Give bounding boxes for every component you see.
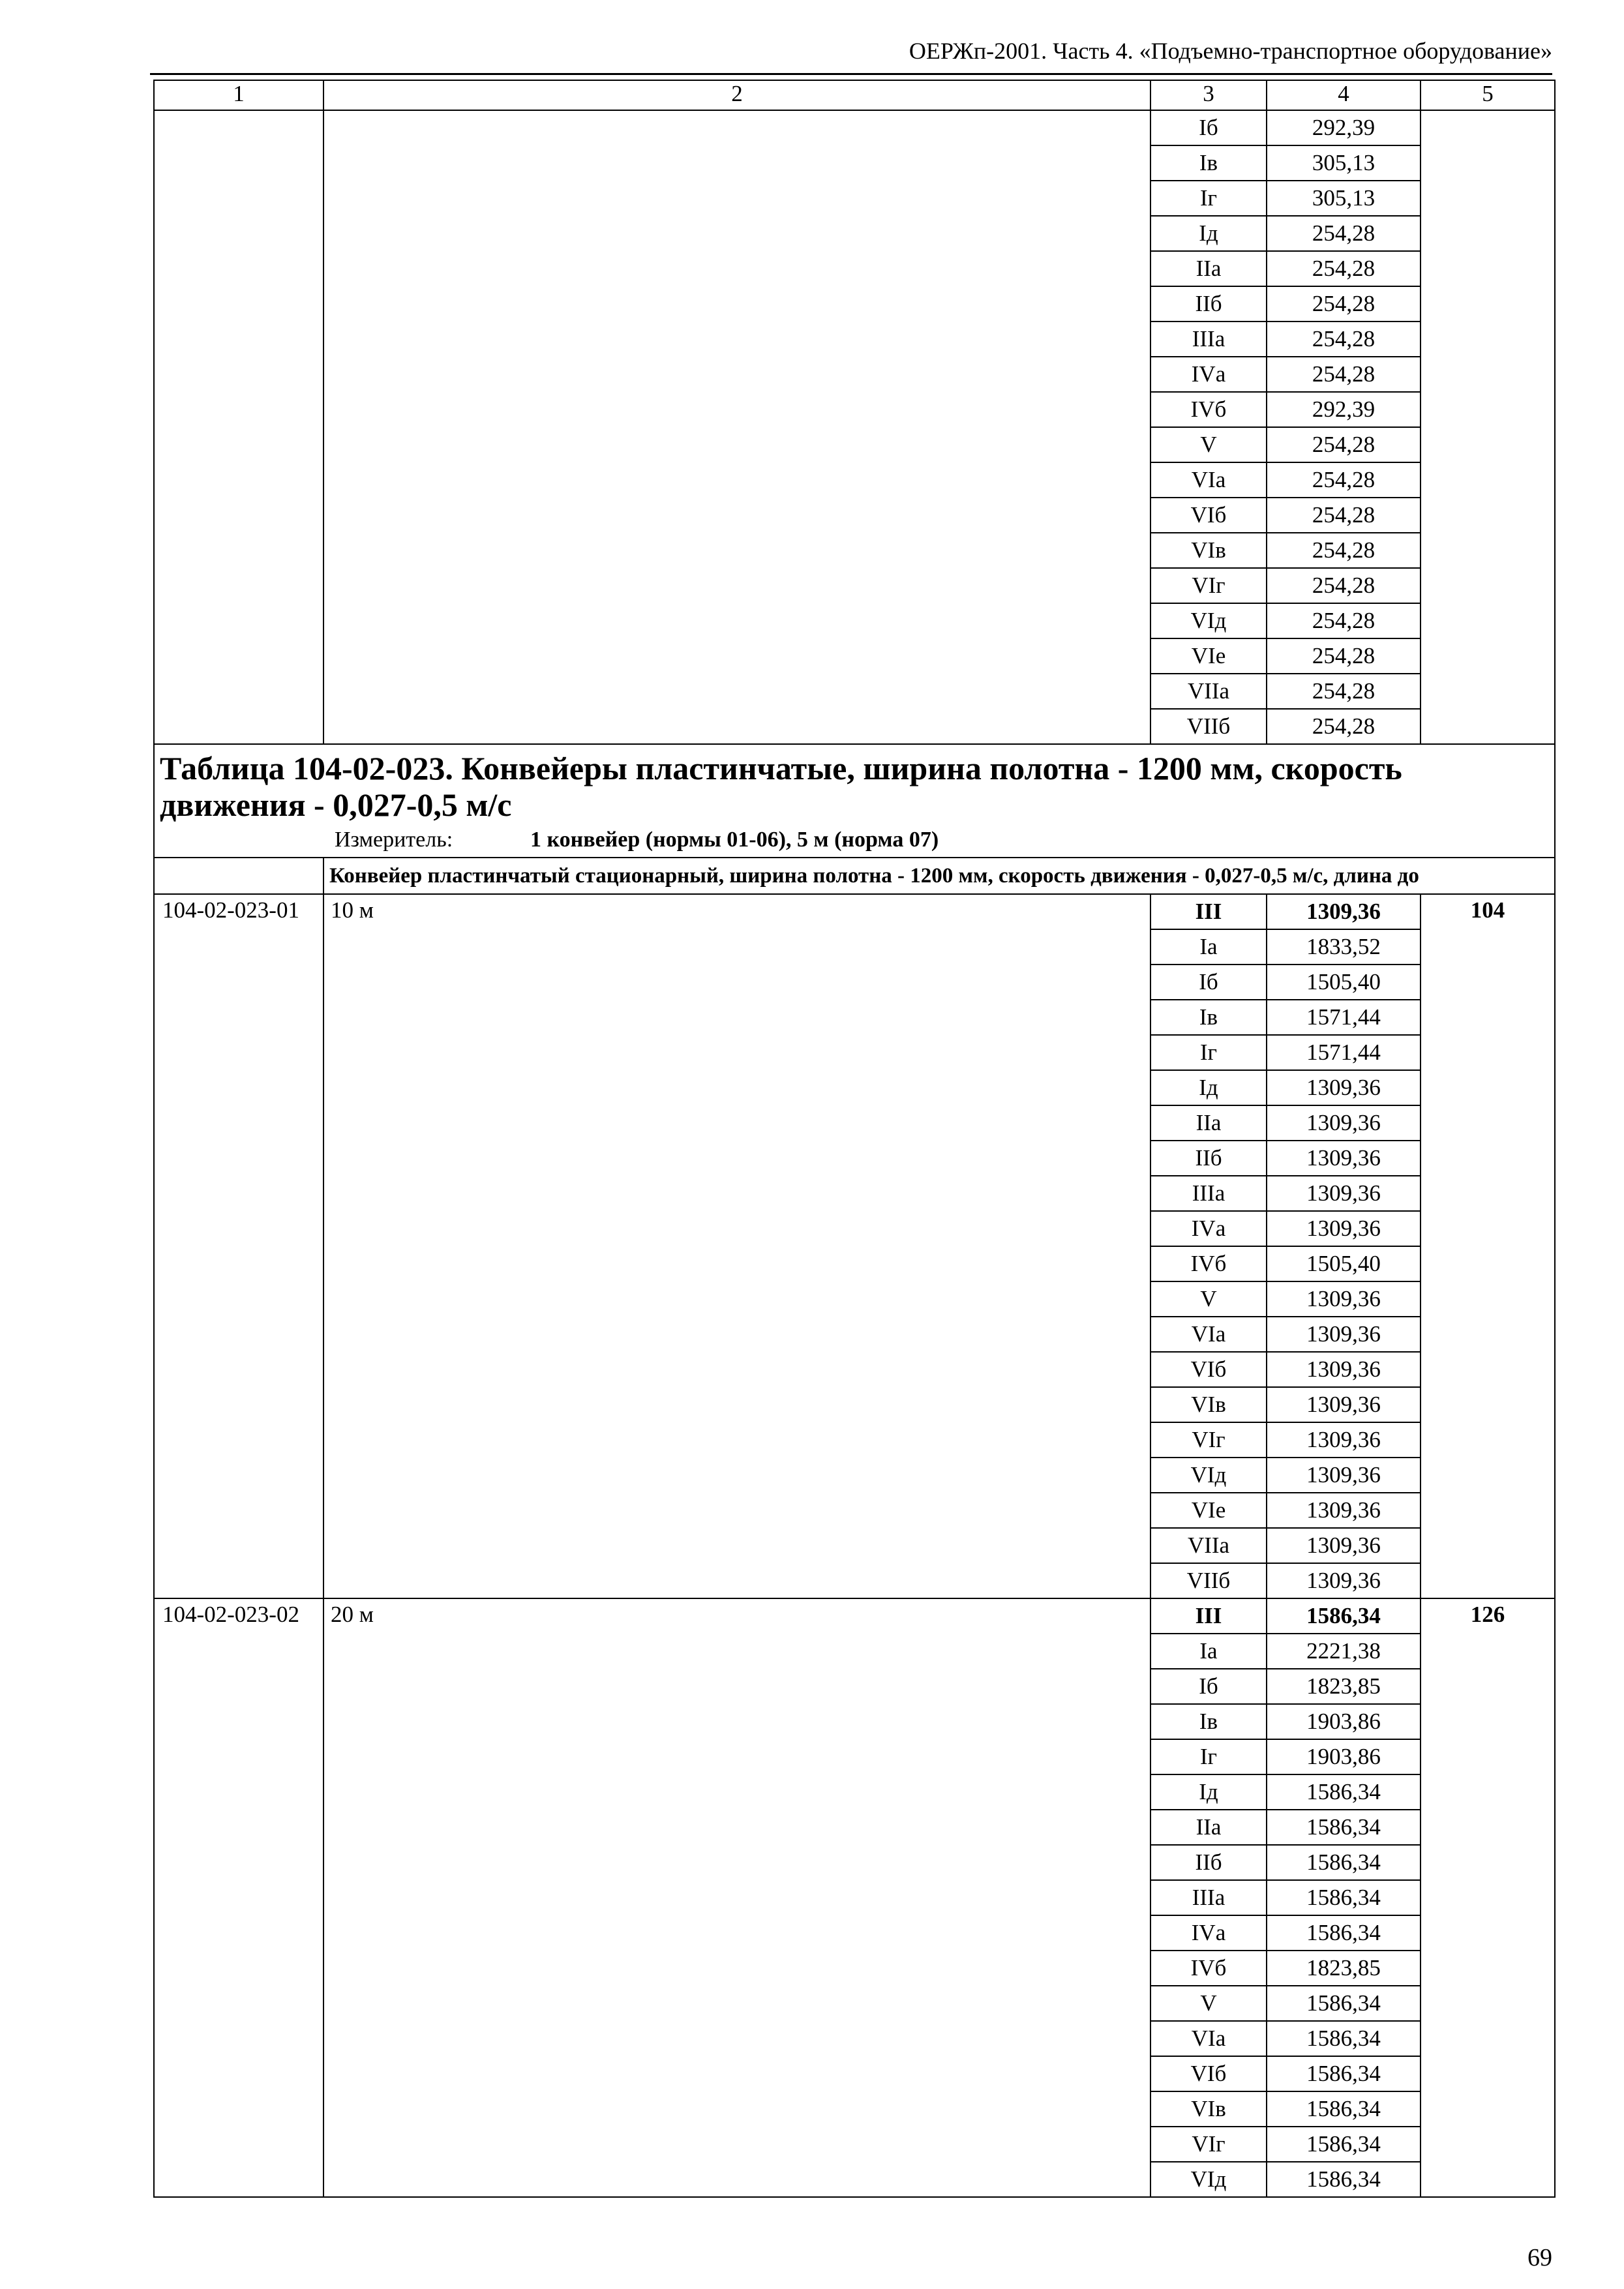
region-class-cell: IIа [1150,251,1267,286]
region-class-cell: VIг [1150,1422,1267,1458]
price-value-cell: 1586,34 [1267,2056,1421,2091]
price-value-cell: 1586,34 [1267,2021,1421,2056]
section-code-cell [154,858,323,894]
measure-label: Измеритель: [335,828,453,852]
price-value-cell: 1309,36 [1267,1070,1421,1105]
price-value-cell: 292,39 [1267,392,1421,427]
price-value-cell: 1833,52 [1267,929,1421,965]
table-title-row [154,744,1555,858]
region-class-cell: V [1150,1281,1267,1317]
section-title-row [154,858,1555,894]
table-row [154,1598,1555,1634]
table-row [154,894,1555,929]
region-class-cell: VIб [1150,2056,1267,2091]
region-class-cell: VIIа [1150,1528,1267,1563]
price-value-cell: 1823,85 [1267,1951,1421,1986]
price-value-cell: 254,28 [1267,709,1421,744]
region-class-cell: IVа [1150,1211,1267,1246]
price-value-cell: 1309,36 [1267,1528,1421,1563]
region-class-cell: Iб [1150,1669,1267,1704]
price-value-cell: 1505,40 [1267,965,1421,1000]
region-class-cell: VIг [1150,568,1267,603]
price-value-cell: 2221,38 [1267,1634,1421,1669]
price-value-cell: 254,28 [1267,638,1421,674]
price-value-cell: 1505,40 [1267,1246,1421,1281]
region-class-cell: Iа [1150,1634,1267,1669]
price-value-cell: 254,28 [1267,533,1421,568]
price-value-cell: 1309,36 [1267,1563,1421,1598]
column-number: 5 [1421,80,1555,110]
price-value-cell: 1903,86 [1267,1739,1421,1774]
price-value-cell: 1309,36 [1267,1352,1421,1387]
region-class-cell: VIг [1150,2127,1267,2162]
price-value-cell: 1309,36 [1267,894,1421,929]
region-class-cell: IVб [1150,1951,1267,1986]
price-value-cell: 1903,86 [1267,1704,1421,1739]
norms-table [153,80,1556,2198]
region-class-cell: IIа [1150,1810,1267,1845]
price-value-cell: 1309,36 [1267,1105,1421,1141]
region-class-cell: VIб [1150,1352,1267,1387]
region-class-cell: IIа [1150,1105,1267,1141]
region-class-cell: Iд [1150,1070,1267,1105]
region-class-cell: VIв [1150,1387,1267,1422]
region-class-cell: VIIб [1150,709,1267,744]
region-class-cell: VIд [1150,603,1267,638]
region-class-cell: Iв [1150,1000,1267,1035]
column-number: 3 [1150,80,1267,110]
norm-description: 20 м [323,1598,1150,2197]
region-class-cell: Iд [1150,216,1267,251]
price-value-cell: 254,28 [1267,568,1421,603]
region-class-cell: IIIа [1150,1880,1267,1915]
price-value-cell: 254,28 [1267,286,1421,322]
description-cell [323,110,1150,744]
price-value-cell: 1309,36 [1267,1281,1421,1317]
column-number: 4 [1267,80,1421,110]
measure-line [160,827,1549,853]
region-class-cell: VIе [1150,1493,1267,1528]
price-value-cell: 1571,44 [1267,1000,1421,1035]
region-class-cell: Iб [1150,965,1267,1000]
price-value-cell: 1586,34 [1267,2127,1421,2162]
section-title: Конвейер пластинчатый стационарный, ширина полотна - 1200 мм, скорость движения - 0,027-0,5 м/с, длина до [323,858,1555,894]
column-number-row [154,80,1555,110]
price-value-cell: 1309,36 [1267,1141,1421,1176]
region-class-cell: IIIа [1150,1176,1267,1211]
price-value-cell: 1823,85 [1267,1669,1421,1704]
table-title: Таблица 104-02-023. Конвейеры пластинчатые, ширина полотна - 1200 мм, скорость движения - 0,027-0,5 м/с [160,750,1402,823]
region-class-cell: IIб [1150,286,1267,322]
price-value-cell: 1309,36 [1267,1493,1421,1528]
region-class-cell: IVа [1150,357,1267,392]
measure-value: 1 конвейер (нормы 01-06), 5 м (норма 07) [530,828,939,852]
region-class-cell: VIIа [1150,674,1267,709]
region-class-cell: Iв [1150,145,1267,181]
region-class-cell: VIв [1150,533,1267,568]
price-value-cell: 1586,34 [1267,1774,1421,1810]
norm-code: 104-02-023-02 [154,1598,323,2197]
price-value-cell: 1309,36 [1267,1387,1421,1422]
price-value-cell: 1309,36 [1267,1176,1421,1211]
region-class-cell: VIд [1150,1458,1267,1493]
region-class-cell: IIб [1150,1845,1267,1880]
region-class-cell: V [1150,1986,1267,2021]
price-value-cell: 1586,34 [1267,2091,1421,2127]
region-class-cell: III [1150,894,1267,929]
price-value-cell: 254,28 [1267,498,1421,533]
region-class-cell: IVб [1150,1246,1267,1281]
region-class-cell: VIIб [1150,1563,1267,1598]
region-class-cell: IIIа [1150,322,1267,357]
table-row [154,110,1555,145]
region-class-cell: IVб [1150,392,1267,427]
price-value-cell: 1586,34 [1267,2162,1421,2197]
page-number: 69 [1527,2244,1552,2271]
region-class-cell: VIа [1150,2021,1267,2056]
price-value-cell: 254,28 [1267,462,1421,498]
price-value-cell: 1586,34 [1267,1880,1421,1915]
price-value-cell: 1309,36 [1267,1317,1421,1352]
region-class-cell: Iг [1150,1035,1267,1070]
region-class-cell: Iв [1150,1704,1267,1739]
norm-hours: 104 [1421,894,1555,1598]
price-value-cell: 305,13 [1267,181,1421,216]
region-class-cell: Iг [1150,1739,1267,1774]
region-class-cell: VIд [1150,2162,1267,2197]
region-class-cell: VIа [1150,1317,1267,1352]
price-value-cell: 292,39 [1267,110,1421,145]
hours-cell [1421,110,1555,744]
price-value-cell: 254,28 [1267,251,1421,286]
price-value-cell: 1309,36 [1267,1422,1421,1458]
region-class-cell: IIб [1150,1141,1267,1176]
price-value-cell: 1309,36 [1267,1458,1421,1493]
code-cell [154,110,323,744]
region-class-cell: VIе [1150,638,1267,674]
price-value-cell: 254,28 [1267,216,1421,251]
price-value-cell: 1571,44 [1267,1035,1421,1070]
price-value-cell: 254,28 [1267,427,1421,462]
price-value-cell: 1586,34 [1267,1986,1421,2021]
price-value-cell: 1586,34 [1267,1915,1421,1951]
header-rule [150,73,1552,75]
region-class-cell: VIб [1150,498,1267,533]
price-value-cell: 305,13 [1267,145,1421,181]
page-header: ОЕРЖп-2001. Часть 4. «Подъемно-транспортное оборудование» [909,38,1552,64]
region-class-cell: Iг [1150,181,1267,216]
norm-code: 104-02-023-01 [154,894,323,1598]
norm-hours: 126 [1421,1598,1555,2197]
column-number: 2 [323,80,1150,110]
region-class-cell: Iд [1150,1774,1267,1810]
norm-description: 10 м [323,894,1150,1598]
price-value-cell: 1309,36 [1267,1211,1421,1246]
price-value-cell: 1586,34 [1267,1810,1421,1845]
price-value-cell: 1586,34 [1267,1598,1421,1634]
region-class-cell: IVа [1150,1915,1267,1951]
region-class-cell: VIв [1150,2091,1267,2127]
region-class-cell: Iа [1150,929,1267,965]
price-value-cell: 254,28 [1267,603,1421,638]
price-value-cell: 254,28 [1267,322,1421,357]
price-value-cell: 1586,34 [1267,1845,1421,1880]
region-class-cell: Iб [1150,110,1267,145]
region-class-cell: III [1150,1598,1267,1634]
price-value-cell: 254,28 [1267,674,1421,709]
column-number: 1 [154,80,323,110]
table-title-cell [154,744,1555,858]
region-class-cell: V [1150,427,1267,462]
price-value-cell: 254,28 [1267,357,1421,392]
region-class-cell: VIа [1150,462,1267,498]
